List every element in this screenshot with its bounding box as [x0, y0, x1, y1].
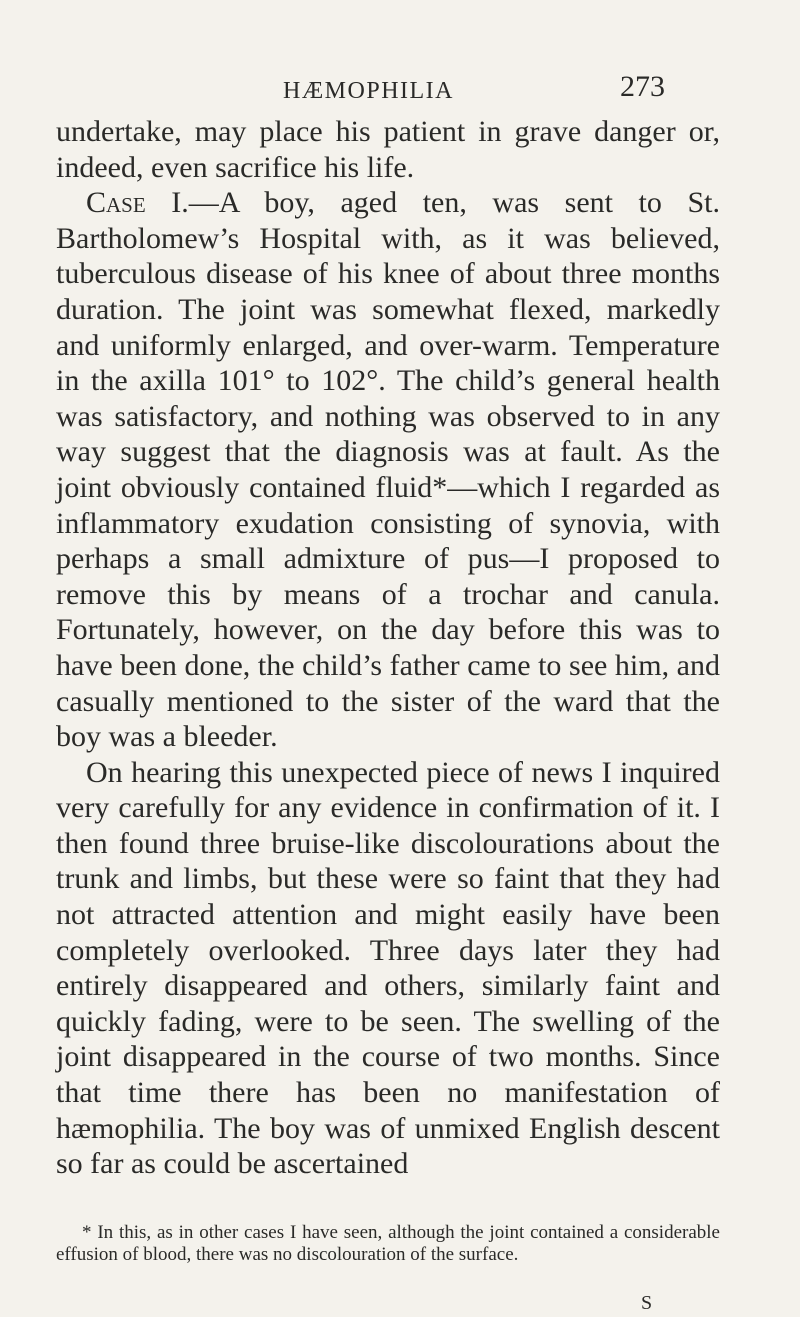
- page-number: 273: [620, 70, 665, 103]
- body-text: [56, 114, 720, 1182]
- paragraph-1: undertake, may place his patient in grave danger or, indeed, even sacrifice his life.: [56, 115, 720, 184]
- case-1-text: —A boy, aged ten, was sent to St. Bartholomew’s Hospital with, as it was believed, tuberculous disease of his knee of about three months duration. The joint was somewhat flexed, markedly and uniformly enlarged, and over-warm. Temperature in the axilla 101° to 102°. The child’s general health was satisfactory, and nothing was observed to in any way suggest that the diagnosis was at fault. As the joint obviously contained fluid*—which I regarded as inflammatory exudation consisting of synovia, with perhaps a small admixture of pus—I proposed to remove this by means of a trochar and canula. Fortunately, however, on the day before this was to have been done, the child’s father came to see him, and casually mentioned to the sister of the ward that the boy was a bleeder.: [56, 186, 720, 754]
- running-title: HÆMOPHILIA: [283, 78, 454, 104]
- footnote: * In this, as in other cases I have seen, although the joint contained a considerable effusion of blood, there was no discolouration of the surface.: [56, 1222, 720, 1265]
- case-label: Case I.: [86, 186, 189, 220]
- page-header: [0, 70, 800, 110]
- signature-mark: S: [641, 1292, 653, 1314]
- paragraph-3: On hearing this unexpected piece of news I inquired very carefully for any evidence in confirmation of it. I then found three bruise-like discolourations about the trunk and limbs, but these were so faint that they had not attracted attention and might easily have been completely overlooked. Three days later they had entirely disappeared and others, similarly faint and quickly fading, were to be seen. The swelling of the joint disappeared in the course of two months. Since that time there has been no manifestation of hæmophilia. The boy was of unmixed English descent so far as could be ascertained: [56, 755, 720, 1181]
- paragraph-case-1: [56, 185, 720, 755]
